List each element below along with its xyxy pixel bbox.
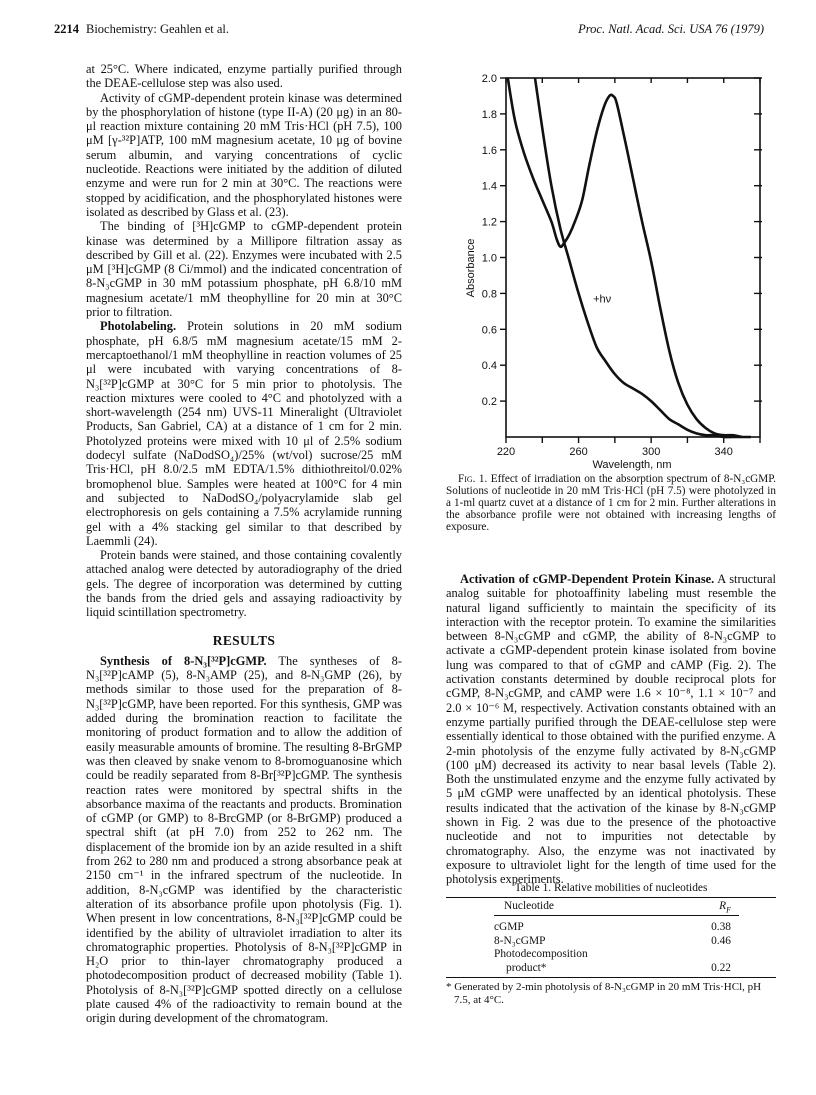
table-bottom-rule [446,977,776,978]
cell-rf: 0.38 [711,921,731,933]
y-tick-label: 0.4 [481,360,497,373]
figure-caption [446,473,776,533]
y-tick-label: 1.2 [481,216,497,229]
paragraph: at 25°C. Where indicated, enzyme partially purified through the DEAE-cellulose step was also used. [86,62,402,91]
x-tick-label: 300 [641,446,661,458]
cell-nucleotide: cGMP [494,921,524,933]
y-tick-label: 1.0 [481,252,497,265]
table-row [494,935,739,949]
y-tick-label: 2.0 [481,73,497,85]
running-header [54,22,764,38]
running-authors: Biochemistry: Geahlen et al. [86,22,230,36]
y-tick-label: 0.6 [481,324,497,337]
caption-text: Effect of irradiation on the absorption spectrum of 8-N₃cGMP. Solutions of nucleotide in 20 mM Tris·HCl (pH 7.5) were photolyzed in a 1-ml quartz cuvet at a distance of 1 cm for 2 min. Further alterations in the absorbance profile were not obtained with increasing lengths of exposure. [446,473,776,533]
paragraph-text: The syntheses of 8-N₃[³²P]cAMP (5), 8-N₃AMP (25), and 8-N₃GMP (26), by methods similar to those used for the preparation of 8-N₃[³²P]cGMP, have been reported. For this synthesis, GMP was added during the bromination reaction to facilitate the monitoring of product formation and to allow the addition of easily measurable amounts of bromine. The resulting 8-BrGMP was then cleaved by snake venom to 8-bromoguanosine which could be readily separated from 8-Br[³²P]cGMP. The synthesis reaction rates were monitored by spectral shifts in the absorbance maxima of the reactants and products. Bromination of cGMP (or GMP) to 8-BrcGMP (or 8-BrGMP) produced a spectral shift (at pH 7.0) from 252 to 262 nm. The displacement of the bromide ion by an azide resulted in a shift from 262 to 280 nm and produced a strong absorbance peak at 2150 cm⁻¹ in the infrared spectrum of the nucleotide. In addition, 8-N₃cGMP was identified by the characteristic alteration of its absorbance profile upon photolysis (Fig. 1). When present in low concentrations, 8-N₃[³²P]cGMP could be identified by the ability of ultraviolet irradiation to alter its chromatographic properties. Photolysis of 8-N₃[³²P]cGMP in H₂O prior to thin-layer chromatography produced a photodecomposition product of decreased mobility (Table 1). Photolysis of 8-N₃[³²P]cGMP spotted directly on a cellulose plate caused 4% of the radioactivity to remain bound at the origin during development of the chromatogram. [86,653,402,1026]
table-title: Table 1. Relative mobilities of nucleotides [514,882,708,894]
table-footnote: * Generated by 2-min photolysis of 8-N₃cGMP in 20 mM Tris·HCl, pH 7.5, at 4°C. [446,981,762,1006]
section-heading: RESULTS [212,632,276,648]
page-number: 2214 [54,22,79,36]
paragraph-synthesis [86,654,402,1026]
paragraph-activation [446,572,776,887]
series-line-after-irradiation [535,78,751,437]
x-tick-label: 220 [496,446,516,458]
paragraph: Protein bands were stained, and those containing covalently attached analog were detected by autoradiography of the dried gels. The degree of incorporation was determined by cutting the bands from the dried gels and assaying radioactivity by liquid scintillation spectrometry. [86,548,402,620]
y-tick-label: 1.8 [481,108,497,121]
runin-heading: Activation of cGMP-Dependent Protein Kinase. [460,572,715,586]
y-tick-label: 0.2 [481,396,497,409]
absorbance-chart [446,58,786,478]
column-header-nucleotide: Nucleotide [494,898,683,916]
x-axis-label: Wavelength, nm [592,459,672,471]
figure-1 [446,58,786,478]
y-tick-label: 1.4 [481,180,497,193]
paragraph-photolabeling [86,319,402,548]
irradiation-annotation: +hν [593,293,612,306]
journal-citation: Proc. Natl. Acad. Sci. USA 76 (1979) [578,22,764,36]
runin-heading: Photolabeling. [100,319,177,334]
chart-lines [508,78,751,437]
cell-nucleotide: Photodecomposition [494,948,588,960]
y-tick-label: 0.8 [481,288,497,301]
cell-rf: 0.22 [711,961,731,974]
cell-rf: 0.46 [711,934,731,947]
runin-heading: Synthesis of 8-N₃[³²P]cGMP. [100,653,267,668]
paragraph-text: Protein solutions in 20 mM sodium phosphate, pH 6.8/5 mM magnesium acetate/15 mM 2-mercaptoethanol/1 mM theophylline in reaction volumes of 25 μl were incubated with varying concentrations of 8-N₃[³²P]cGMP at 30°C for 5 min prior to photolysis. The reaction mixtures were cooled to 4°C and photolyzed with a short-wavelength (254 nm) UVS-11 Mineralight (Ultraviolet Products, San Gabriel, CA) at a distance of 1 cm for 2 min. Photolyzed proteins were mixed with 10 μl of 2.5% sodium dodecyl sulfate (NaDodSO₄)/25% (wt/vol) sucrose/25 mM Tris·HCl, pH 8.0/2.5 mM EDTA/1.5% dithiothreitol/0.02% bromophenol blue. Samples were heated at 100°C for 4 min and subjected to NaDodSO₄/polyacrylamide slab gel electrophoresis on gels containing a 7.5% acrylamide running gel with a 4% stacking gel similar to that described by Laemmli (24). [86,319,402,548]
cell-rf [683,948,739,962]
cell-nucleotide: product* [506,961,547,974]
table-row [494,921,739,935]
paragraph: The binding of [³H]cGMP to cGMP-dependent protein kinase was determined by a Millipore filtration assay as described by Gill et al. (22). Enzymes were incubated with 2.5 μM [³H]cGMP (8 Ci/mmol) and the indicated concentration of 8-N₃cGMP in 30 mM potassium phosphate, pH 6.8/10 mM magnesium acetate/1 mM theophylline for 20 min at 30°C prior to filtration. [86,219,402,320]
figure-label: Fig. 1. [458,473,488,485]
left-column [86,62,402,1026]
paragraph: Activity of cGMP-dependent protein kinase was determined by the phosphorylation of histone (type II-A) (20 μg) in an 80-μl reaction mixture containing 20 mM Tris·HCl (pH 7.5), 100 μM [γ-³²P]ATP, 100 mM magnesium acetate, 10 μg of bovine serum albumin, and varying concentrations of cyclic nucleotide. Reactions were initiated by the addition of diluted enzyme and were run for 2 min at 30°C. The reactions were stopped by acidification, and the phosphorylated histones were isolated as described by Glass et al. (23). [86,90,402,219]
table-row [494,962,739,976]
y-axis-label: Absorbance [465,238,477,298]
x-tick-label: 260 [569,446,588,458]
right-column [446,572,776,887]
table-1 [446,882,776,1006]
x-tick-label: 340 [714,446,733,458]
y-tick-label: 1.6 [481,144,497,157]
column-header-rf: $R_F$ [683,898,739,916]
table-row [494,948,739,962]
cell-nucleotide: 8-N₃cGMP [494,934,546,947]
paragraph-text: A structural analog suitable for photoaffinity labeling must resemble the natural ligand sufficiently to maintain the specificity of its interaction with the receptor protein. To examine the similarities between 8-N₃cGMP and cGMP, the ability of 8-N₃cGMP to activate a cGMP-dependent protein kinase isolated from bovine lung was compared to that of cGMP and cAMP (Fig. 2). The activation constants determined by double reciprocal plots for cGMP, 8-N₃cGMP, and cAMP were 1.6 × 10⁻⁸, 1.1 × 10⁻⁷ and 2.0 × 10⁻⁶ M, respectively. Activation constants obtained with an enzyme partially purified through the DEAE-cellulose step were essentially identical to those obtained with the purified enzyme. A 2-min photolysis of the enzyme fully activated by 8-N₃cGMP (100 μM) decreased its activity to near basal levels (Table 2). Both the unstimulated enzyme and the enzyme fully activated by 5 μM cGMP were unaffected by an identical photolysis. These results indicated that the activation of the kinase by 8-N₃cGMP shown in Fig. 2 was due to the presence of the photoactive nucleotide and not to impurities not detectable by chromatography. Also, the enzyme was not inactivated by exposure to ultraviolet light for the length of time used for the photolysis experiments. [446,572,776,887]
mobility-table [494,898,739,975]
